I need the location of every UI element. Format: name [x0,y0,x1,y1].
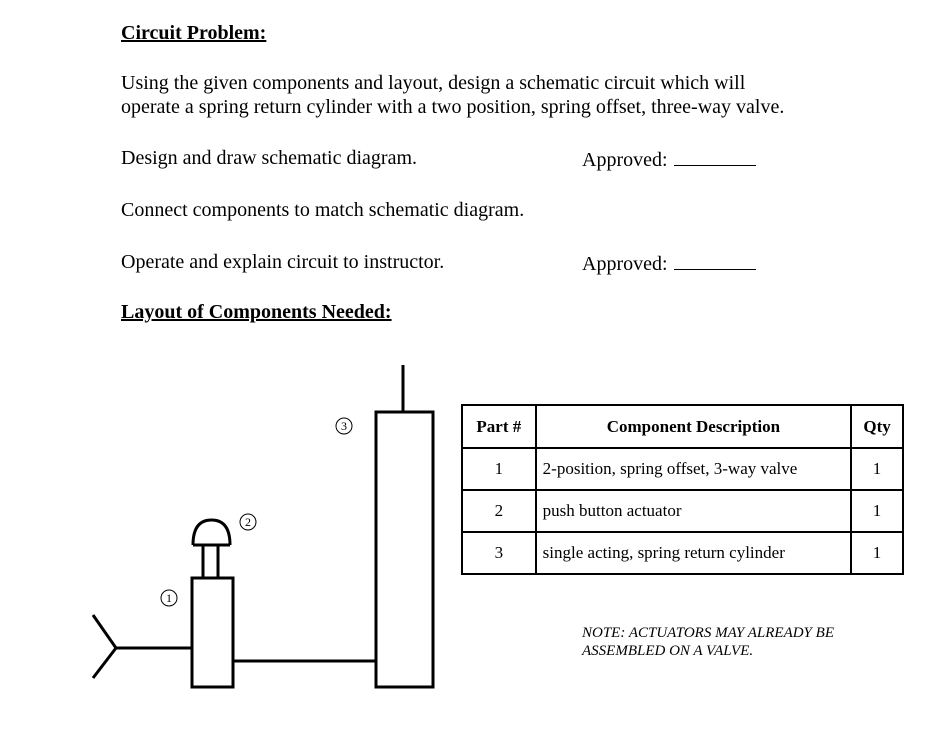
note-line-2: ASSEMBLED ON A VALVE. [582,643,754,659]
table-row [462,532,903,574]
component-label-3: 3 [341,419,347,433]
qty-cell: 1 [851,490,903,532]
push-button-icon [193,520,230,545]
table-row [462,448,903,490]
task-connect-components: Connect components to match schematic diagram. [121,199,525,221]
component-label-1: 1 [166,591,172,605]
table-header-row [462,405,903,448]
cylinder-body [376,412,433,687]
header-part-number: Part # [462,405,536,448]
approved-label-1: Approved: [582,149,668,171]
description-cell: 2-position, spring offset, 3-way valve [536,448,851,490]
note-line-1: NOTE: ACTUATORS MAY ALREADY BE [582,625,834,641]
qty-cell: 1 [851,532,903,574]
layout-heading: Layout of Components Needed: [121,301,392,323]
source-arrow [93,615,116,678]
problem-line-1: Using the given components and layout, design a schematic circuit which will [121,72,746,94]
task-operate-explain: Operate and explain circuit to instructor. [121,251,445,273]
qty-cell: 1 [851,448,903,490]
description-cell: single acting, spring return cylinder [536,532,851,574]
header-qty: Qty [851,405,903,448]
header-component-description: Component Description [536,405,851,448]
circuit-problem-heading: Circuit Problem: [121,22,267,44]
description-cell: push button actuator [536,490,851,532]
component-label-2: 2 [245,515,251,529]
table-row [462,490,903,532]
part-number-cell: 1 [462,448,536,490]
task-design-draw: Design and draw schematic diagram. [121,147,418,169]
part-number-cell: 2 [462,490,536,532]
problem-line-2: operate a spring return cylinder with a two position, spring offset, three-way valve. [121,96,785,118]
components-table [461,404,904,575]
actuator-note [582,624,834,660]
valve-body [192,578,233,687]
approved-label-2: Approved: [582,253,668,275]
part-number-cell: 3 [462,532,536,574]
